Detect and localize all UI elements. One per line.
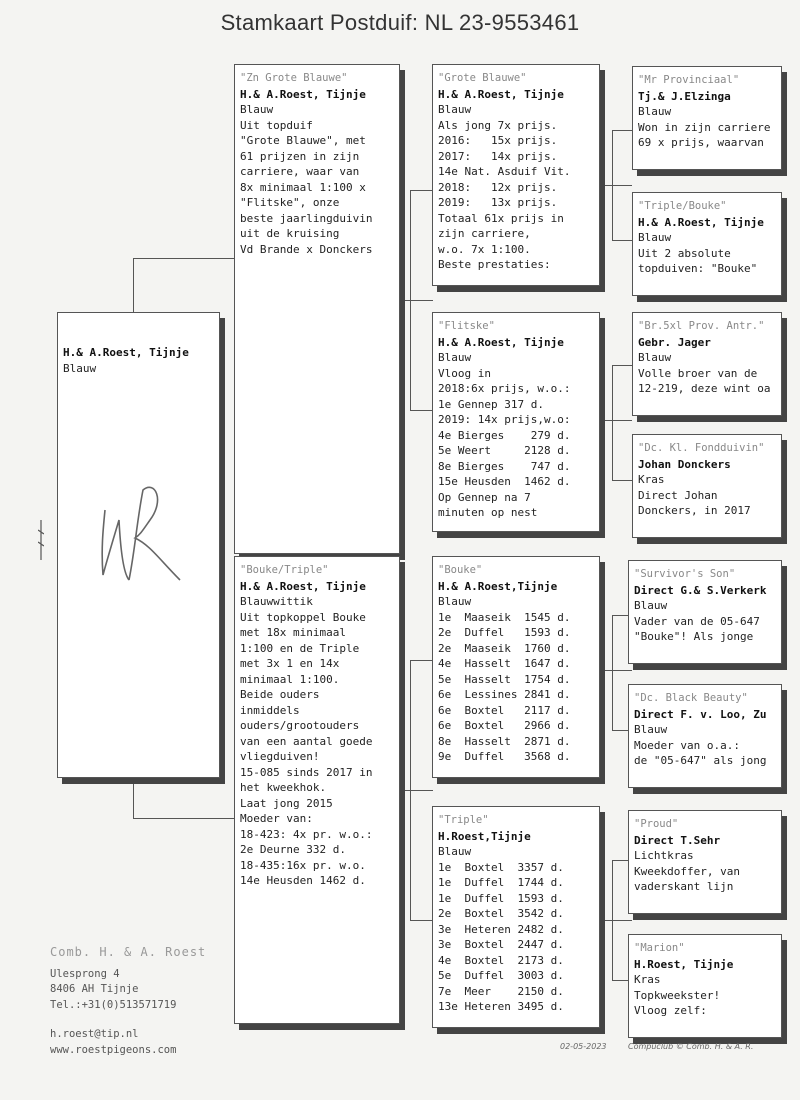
mother-box <box>234 556 400 1024</box>
pedigree-note-line: "Flitske", onze <box>240 196 340 209</box>
footer-phone: Tel.:+31(0)513571719 <box>50 998 177 1011</box>
pigeon-name: "Dc. Kl. Fondduivin" <box>638 442 765 454</box>
pedigree-note-line: met 18x minimaal <box>240 626 346 639</box>
pedigree-note-line: "Bouke"! Als jonge <box>634 630 754 643</box>
subject-color: Blauw <box>63 361 97 375</box>
pedigree-note-line: Als jong 7x prijs. <box>438 118 558 132</box>
pedigree-note-line: 1e Maaseik 1545 d. <box>438 610 571 624</box>
pedigree-note-line: 18-435:16x pr. w.o. <box>240 858 366 872</box>
pedigree-note-line: 8x minimaal 1:100 x <box>240 180 366 194</box>
pedigree-note-line: minuten op nest <box>438 506 538 519</box>
pigeon-color: Blauwwittik <box>240 595 313 608</box>
footer-address <box>50 945 206 1058</box>
pedigree-note-line: uit de kruising <box>240 227 340 240</box>
connector <box>410 920 432 921</box>
father-box <box>234 64 400 554</box>
pedigree-note-line: 2e Duffel 1593 d. <box>438 626 571 639</box>
pedigree-note-line: 4e Bierges 279 d. <box>438 428 571 442</box>
pedigree-note-line: 6e Boxtel 2117 d. <box>438 703 571 717</box>
connector <box>410 190 432 191</box>
connector <box>600 920 632 921</box>
pedigree-note-line: minimaal 1:100. <box>240 672 340 686</box>
subject-breeder: H.& A.Roest, Tijnje <box>63 346 189 359</box>
pedigree-note-line: 8e Bierges 747 d. <box>438 459 571 473</box>
pigeon-name: "Br.5xl Prov. Antr." <box>638 320 765 332</box>
pigeon-name: "Mr Provinciaal" <box>638 74 740 86</box>
pigeon-color: Blauw <box>638 105 672 118</box>
breeder-name: H.& A.Roest, Tijnje <box>438 87 564 101</box>
connector <box>600 670 632 671</box>
pedigree-note-line: Uit topkoppel Bouke <box>240 610 366 624</box>
pedigree-note-line: Vloog in <box>438 366 491 380</box>
pedigree-note-line: Beste prestaties: <box>438 258 551 271</box>
pigeon-color: Blauw <box>438 845 472 858</box>
pedigree-note-line: de "05-647" als jong <box>634 754 767 767</box>
ggp-2-box <box>632 192 782 296</box>
pedigree-note-line: 1e Duffel 1593 d. <box>438 891 564 905</box>
pedigree-note-line: van een aantal goede <box>240 734 373 748</box>
pigeon-color: Blauw <box>638 231 672 244</box>
pigeon-name: "Triple/Bouke" <box>638 200 727 212</box>
breeder-name: H.& A.Roest,Tijnje <box>438 579 558 593</box>
pigeon-color: Kras <box>634 973 661 986</box>
connector <box>612 365 613 480</box>
pigeon-color: Blauw <box>240 103 274 116</box>
pedigree-note-line: carriere, waar van <box>240 165 360 178</box>
pedigree-note-line: het kweekhok. <box>240 781 327 794</box>
sire-dam-box <box>432 312 600 532</box>
pedigree-note-line: Moeder van: <box>240 812 313 825</box>
pedigree-note-line: 13e Heteren 3495 d. <box>438 1000 564 1013</box>
breeder-name: H.& A.Roest, Tijnje <box>240 87 366 101</box>
pigeon-name: "Zn Grote Blauwe" <box>240 72 348 84</box>
pigeon-name: "Grote Blauwe" <box>438 72 527 84</box>
pedigree-note-line: 14e Nat. Asduif Vit. <box>438 165 571 178</box>
pedigree-note-line: 1e Boxtel 3357 d. <box>438 860 564 874</box>
pedigree-note-line: 14e Heusden 1462 d. <box>240 874 366 887</box>
pedigree-note-line: vaderskant lijn <box>634 880 734 893</box>
ggp-6-box <box>628 684 782 788</box>
connector <box>400 790 433 791</box>
pigeon-color: Blauw <box>438 351 472 364</box>
pigeon-name: "Dc. Black Beauty" <box>634 692 748 704</box>
signature-icon <box>95 480 185 590</box>
breeder-name: H.Roest,Tijnje <box>438 829 531 843</box>
pigeon-name: "Flitske" <box>438 320 495 332</box>
pigeon-name: "Proud" <box>634 818 679 830</box>
ggp-7-box <box>628 810 782 914</box>
ggp-5-box <box>628 560 782 664</box>
pigeon-name: "Marion" <box>634 942 685 954</box>
pedigree-note-line: Totaal 61x prijs in <box>438 211 564 225</box>
pedigree-note-line: topduiven: "Bouke" <box>638 262 758 275</box>
pedigree-note-line: 5e Weert 2128 d. <box>438 444 571 457</box>
pigeon-color: Lichtkras <box>634 849 694 862</box>
pedigree-note-line: Beide ouders <box>240 688 320 701</box>
breeder-name: Direct T.Sehr <box>634 833 721 847</box>
connector <box>612 615 613 730</box>
pigeon-color: Blauw <box>438 595 472 608</box>
footer-street: Ulesprong 4 <box>50 967 120 980</box>
pedigree-note-line: "Grote Blauwe", met <box>240 134 366 147</box>
pedigree-note-line: Topkweekster! <box>634 988 721 1002</box>
pigeon-color: Blauw <box>638 351 672 364</box>
connector <box>612 480 632 481</box>
page-title: Stamkaart Postduif: NL 23-9553461 <box>220 10 580 35</box>
pedigree-note-line: 1:100 en de Triple <box>240 641 360 655</box>
pigeon-name: "Survivor's Son" <box>634 568 736 580</box>
pedigree-note-line: Laat jong 2015 <box>240 796 333 810</box>
pedigree-note-line: 2e Maaseik 1760 d. <box>438 641 571 655</box>
pedigree-note-line: 4e Boxtel 2173 d. <box>438 953 564 967</box>
pedigree-note-line: 6e Boxtel 2966 d. <box>438 719 571 732</box>
sire-sire-box <box>432 64 600 286</box>
pedigree-note-line: met 3x 1 en 14x <box>240 657 340 670</box>
pedigree-note-line: 2e Deurne 332 d. <box>240 843 346 856</box>
connector <box>400 300 433 301</box>
ggp-3-box <box>632 312 782 416</box>
pedigree-note-line: 2019: 13x prijs. <box>438 196 558 209</box>
pedigree-note-line: 8e Hasselt 2871 d. <box>438 734 571 748</box>
pedigree-note-line: 7e Meer 2150 d. <box>438 984 564 998</box>
pigeon-color: Blauw <box>438 103 472 116</box>
pedigree-note-line: Direct Johan <box>638 488 718 502</box>
pedigree-note-line: Vd Brande x Donckers <box>240 242 373 256</box>
connector <box>612 365 632 366</box>
pedigree-note-line: Uit 2 absolute <box>638 246 731 260</box>
pigeon-color: Blauw <box>634 723 668 736</box>
pedigree-note-line: 69 x prijs, waarvan <box>638 136 764 149</box>
print-date: 02-05-2023 <box>560 1042 607 1051</box>
pedigree-note-line: Vader van de 05-647 <box>634 614 760 628</box>
pedigree-note-line: 1e Duffel 1744 d. <box>438 876 564 889</box>
pedigree-note-line: 4e Hasselt 1647 d. <box>438 657 571 670</box>
breeder-name: Tj.& J.Elzinga <box>638 89 731 103</box>
connector <box>410 660 432 661</box>
connector <box>410 410 432 411</box>
pedigree-note-line: 3e Boxtel 2447 d. <box>438 938 564 951</box>
pedigree-note-line: 2019: 14x prijs,w.o: <box>438 413 571 426</box>
pedigree-note-line: Vloog zelf: <box>634 1004 707 1017</box>
connector <box>600 185 632 186</box>
pedigree-note-line: Uit topduif <box>240 118 313 132</box>
dam-dam-box <box>432 806 600 1028</box>
footer-city: 8406 AH Tijnje <box>50 983 139 995</box>
footer-web: www.roestpigeons.com <box>50 1043 177 1056</box>
pedigree-note-line: vliegduiven! <box>240 750 320 763</box>
footer-email: h.roest@tip.nl <box>50 1028 139 1040</box>
pigeon-name: "Bouke" <box>438 564 483 576</box>
pedigree-note-line: 6e Lessines 2841 d. <box>438 688 571 701</box>
pedigree-note-line: Op Gennep na 7 <box>438 490 531 504</box>
pedigree-note-line: 2016: 15x prijs. <box>438 134 558 147</box>
breeder-name: H.& A.Roest, Tijnje <box>438 335 564 349</box>
pigeon-name: "Triple" <box>438 814 489 826</box>
pedigree-note-line: Kweekdoffer, van <box>634 864 740 878</box>
pedigree-note-line: inmiddels <box>240 703 300 717</box>
breeder-name: Johan Donckers <box>638 457 731 471</box>
pedigree-note-line: w.o. 7x 1:100. <box>438 242 531 256</box>
pedigree-note-line: Volle broer van de <box>638 366 758 380</box>
breeder-name: Gebr. Jager <box>638 335 711 349</box>
ggp-4-box <box>632 434 782 538</box>
breeder-name: H.Roest, Tijnje <box>634 957 734 971</box>
footer-firm: Comb. H. & A. Roest <box>50 945 207 959</box>
pigeon-color: Blauw <box>634 599 668 612</box>
connector <box>133 258 237 259</box>
pedigree-note-line: 18-423: 4x pr. w.o.: <box>240 827 373 841</box>
pedigree-note-line: 15-085 sinds 2017 in <box>240 765 373 779</box>
pedigree-note-line: 2017: 14x prijs. <box>438 149 558 163</box>
pedigree-note-line: 5e Duffel 3003 d. <box>438 969 564 982</box>
software-credit: Compuclub © Comb. H. & A. R. <box>628 1042 754 1051</box>
pedigree-note-line: zijn carriere, <box>438 227 531 240</box>
ggp-1-box <box>632 66 782 170</box>
pedigree-note-line: 3e Heteren 2482 d. <box>438 922 564 936</box>
pedigree-note-line: 12-219, deze wint oa <box>638 382 771 395</box>
pedigree-note-line: 1e Gennep 317 d. <box>438 397 544 411</box>
pedigree-note-line: beste jaarlingduivin <box>240 211 373 225</box>
pedigree-note-line: ouders/grootouders <box>240 719 360 732</box>
breeder-name: H.& A.Roest, Tijnje <box>240 579 366 593</box>
pedigree-note-line: 2018: 12x prijs. <box>438 180 558 194</box>
pedigree-note-line: 5e Hasselt 1754 d. <box>438 672 571 686</box>
pedigree-note-line: 15e Heusden 1462 d. <box>438 475 571 488</box>
pedigree-note-line: 61 prijzen in zijn <box>240 149 360 163</box>
breeder-name: Direct F. v. Loo, Zu <box>634 707 767 721</box>
pedigree-note-line: Moeder van o.a.: <box>634 738 740 752</box>
pigeon-color: Kras <box>638 473 665 486</box>
pedigree-note-line: 2018:6x prijs, w.o.: <box>438 382 571 395</box>
pedigree-note-line: 9e Duffel 3568 d. <box>438 750 571 763</box>
connector <box>600 420 632 421</box>
ggp-8-box <box>628 934 782 1038</box>
pigeon-name: "Bouke/Triple" <box>240 564 329 576</box>
connector <box>612 240 632 241</box>
pedigree-note-line: 2e Boxtel 3542 d. <box>438 907 564 920</box>
connector <box>612 130 632 131</box>
breeder-name: Direct G.& S.Verkerk <box>634 583 767 597</box>
dam-sire-box <box>432 556 600 778</box>
pedigree-note-line: Won in zijn carriere <box>638 120 771 134</box>
pedigree-note-line: Donckers, in 2017 <box>638 504 751 517</box>
connector <box>133 818 237 819</box>
breeder-name: H.& A.Roest, Tijnje <box>638 215 764 229</box>
staple-icon <box>38 520 44 560</box>
